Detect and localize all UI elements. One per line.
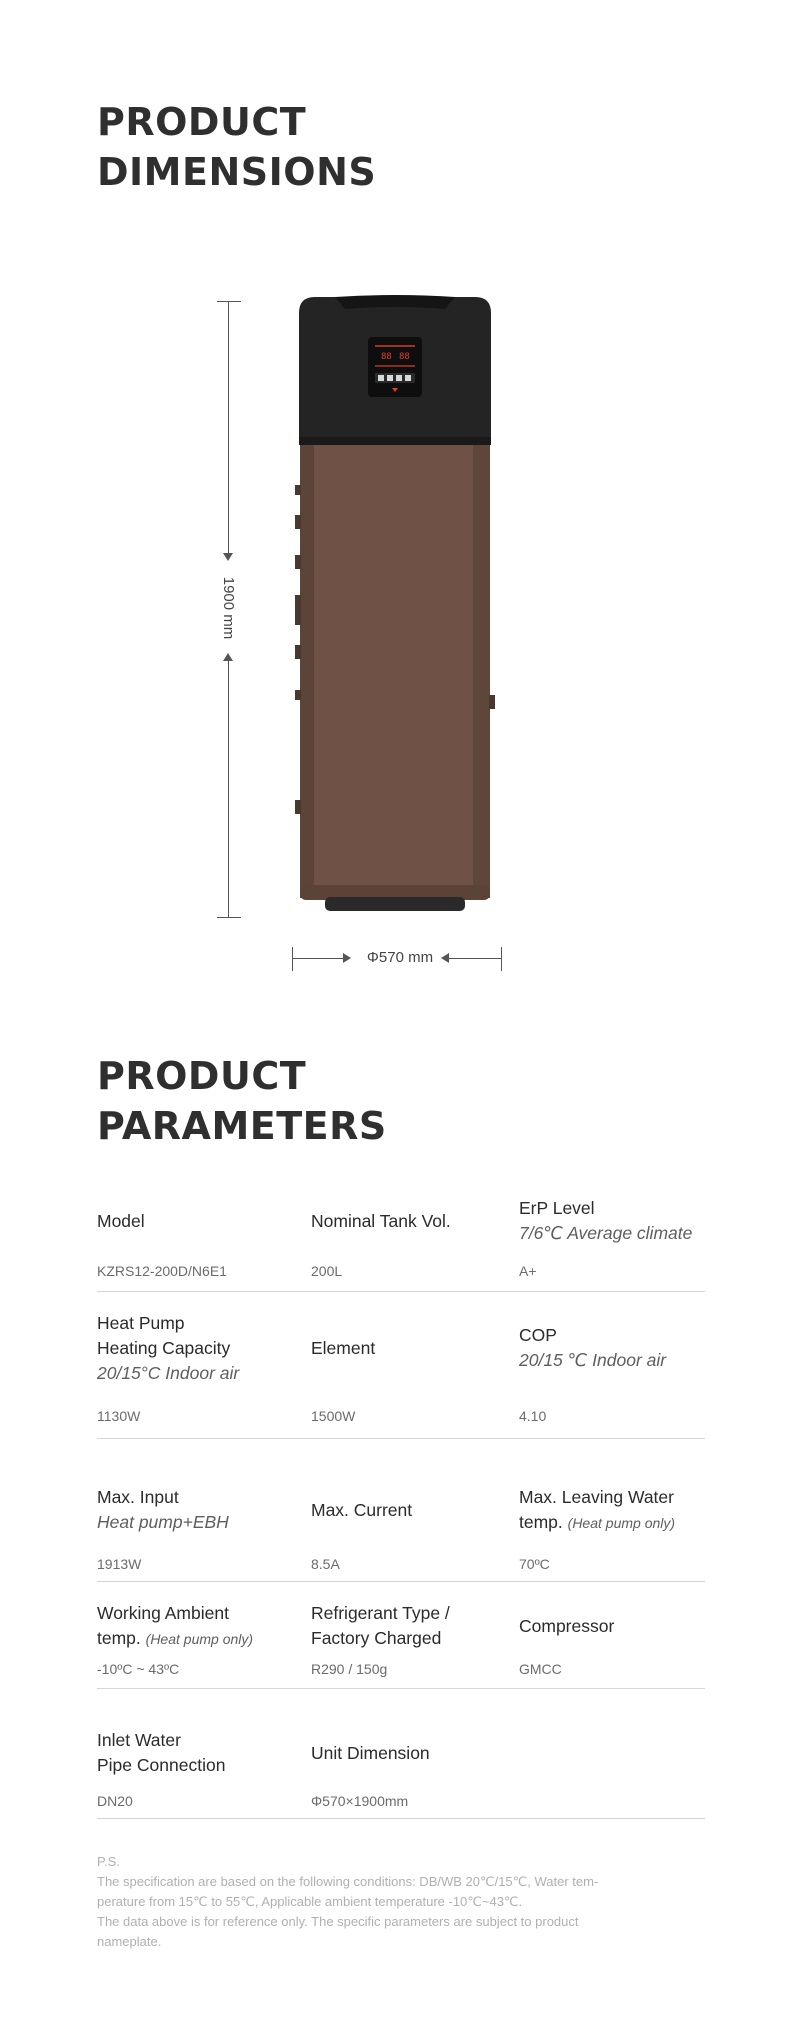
width-line-right — [449, 958, 502, 959]
param-value: 4.10 — [519, 1408, 547, 1424]
label-text: Nominal Tank Vol. — [311, 1210, 451, 1231]
label-subtext: (Heat pump only) — [145, 1630, 254, 1647]
param-label — [97, 1601, 302, 1651]
footnote-text: The specification are based on the following conditions: DB/WB 20℃/15℃, Water tem- — [97, 1874, 599, 1889]
label-text: Max. Current — [311, 1499, 413, 1520]
tank-base — [325, 897, 465, 911]
tank-shadow-right — [473, 443, 490, 898]
footnote-text: The data above is for reference only. The specific parameters are subject to product — [97, 1914, 579, 1929]
label-text: Compressor — [519, 1615, 615, 1636]
label-subtext: 7/6℃ Average climate — [519, 1223, 693, 1243]
footnote-heading: P.S. — [97, 1854, 120, 1869]
display-digit: 88 — [399, 352, 410, 362]
pipe-fitting — [295, 595, 301, 625]
hood-seam — [299, 437, 491, 445]
label-text: temp. — [97, 1627, 141, 1648]
param-value: -10ºC ~ 43ºC — [97, 1661, 180, 1677]
param-label — [97, 1728, 302, 1778]
label-text: Heat Pump — [97, 1312, 185, 1333]
dimensions-title-line2: DIMENSIONS — [97, 150, 377, 194]
label-text: COP — [519, 1325, 557, 1345]
param-label — [519, 1308, 719, 1388]
display-button — [387, 375, 393, 381]
param-label — [97, 1480, 302, 1540]
parameters-title — [97, 1051, 597, 1151]
param-label — [519, 1601, 719, 1651]
label-subtext: Heat pump+EBH — [97, 1512, 229, 1532]
label-text: ErP Level — [519, 1198, 595, 1218]
label-subtext: 20/15 ℃ Indoor air — [519, 1350, 667, 1370]
parameters-title-line2: PARAMETERS — [97, 1104, 387, 1148]
label-subtext: 20/15°C Indoor air — [97, 1362, 240, 1383]
dimensions-title-line1: PRODUCT — [97, 100, 307, 144]
top-vent — [335, 295, 455, 309]
height-bottom-cap — [217, 917, 241, 918]
param-label — [311, 1308, 516, 1388]
parameter-row — [97, 1688, 705, 1819]
parameter-row — [97, 1581, 705, 1689]
param-value: 8.5A — [311, 1556, 340, 1572]
display-indicators — [375, 365, 415, 367]
param-label — [97, 1308, 302, 1388]
param-label — [311, 1728, 516, 1778]
width-label: Φ570 mm — [366, 949, 434, 966]
param-value: R290 / 150g — [311, 1661, 388, 1677]
parameter-row — [97, 1438, 705, 1582]
label-text: Max. Input — [97, 1487, 179, 1507]
footnote-text: perature from 15℃ to 55℃, Applicable ambient temperature -10℃~43℃. — [97, 1894, 523, 1909]
width-arrow-left — [441, 953, 449, 963]
parameter-row — [97, 1188, 705, 1292]
display-digit: 88 — [381, 352, 392, 362]
label-text: Unit Dimension — [311, 1742, 430, 1763]
pipe-fitting — [295, 800, 301, 814]
param-value: KZRS12-200D/N6E1 — [97, 1263, 227, 1279]
param-value: 1913W — [97, 1556, 142, 1572]
param-value: 70ºC — [519, 1556, 550, 1572]
label-text: Inlet Water — [97, 1730, 181, 1750]
param-label — [311, 1188, 516, 1254]
height-label: 1900 mm — [220, 576, 237, 640]
pipe-fitting — [295, 485, 301, 495]
param-label — [519, 1480, 719, 1540]
display-button — [378, 375, 384, 381]
tank-body — [300, 443, 490, 898]
label-text: Heating Capacity — [97, 1337, 231, 1358]
label-subtext: (Heat pump only) — [567, 1514, 676, 1531]
param-label — [519, 1188, 719, 1254]
pipe-fitting — [295, 515, 301, 529]
display-button — [405, 375, 411, 381]
tank-shadow-left — [300, 443, 314, 898]
height-line-top — [228, 301, 229, 559]
footnote — [97, 1852, 697, 1952]
width-right-cap — [501, 947, 502, 971]
label-text: Element — [311, 1337, 376, 1358]
display-indicators — [375, 345, 415, 347]
pipe-fitting — [489, 695, 495, 709]
dimensions-title — [97, 97, 597, 197]
pipe-fitting — [295, 690, 301, 700]
label-text: Working Ambient — [97, 1602, 229, 1623]
param-value: 1130W — [97, 1408, 141, 1424]
label-text: Factory Charged — [311, 1628, 442, 1648]
param-value: A+ — [519, 1263, 537, 1279]
width-line-left — [292, 958, 344, 959]
param-value: Φ570×1900mm — [311, 1793, 409, 1809]
pipe-fitting — [295, 645, 301, 659]
parameter-row — [97, 1291, 705, 1439]
heat-pump-water-heater-image — [295, 295, 495, 925]
display-button — [396, 375, 402, 381]
footnote-text: nameplate. — [97, 1934, 162, 1949]
label-text: temp. — [519, 1511, 563, 1532]
label-text: Model — [97, 1210, 145, 1231]
param-value: DN20 — [97, 1793, 133, 1809]
label-text: Pipe Connection — [97, 1755, 226, 1775]
height-top-cap — [217, 301, 241, 302]
label-text: Max. Leaving Water — [519, 1486, 674, 1507]
param-label — [97, 1188, 302, 1254]
param-label — [311, 1601, 516, 1651]
param-value: 200L — [311, 1263, 343, 1279]
param-label — [311, 1480, 516, 1540]
label-text: Refrigerant Type / — [311, 1603, 450, 1623]
width-left-cap — [292, 947, 293, 971]
parameters-title-line1: PRODUCT — [97, 1054, 307, 1098]
height-arrow-down — [223, 553, 233, 561]
pipe-fitting — [295, 555, 301, 569]
param-value: GMCC — [519, 1661, 562, 1677]
param-value: 1500W — [311, 1408, 356, 1424]
height-line-bottom — [228, 659, 229, 917]
